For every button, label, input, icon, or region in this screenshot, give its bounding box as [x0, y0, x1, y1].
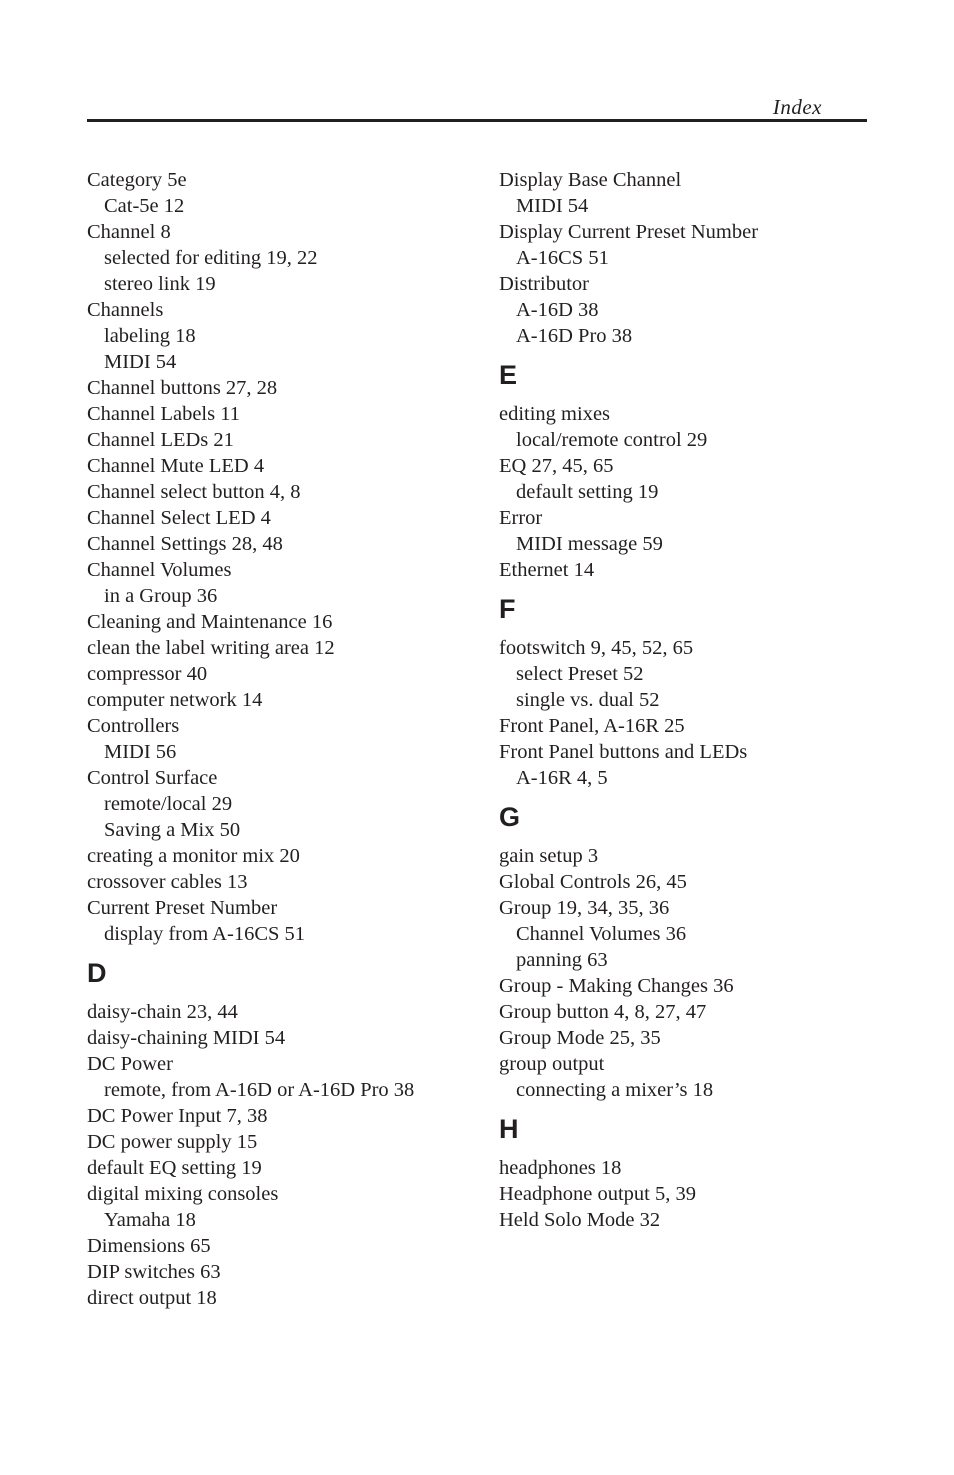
- index-subentry: remote, from A-16D or A-16D Pro 38: [104, 1079, 415, 1101]
- index-subentry: Cat-5e 12: [104, 195, 185, 217]
- index-section-continued: [87, 167, 487, 947]
- index-entry: Display Base Channel: [499, 169, 682, 191]
- index-subentry: single vs. dual 52: [516, 689, 660, 711]
- index-entry: Ethernet 14: [499, 559, 595, 581]
- index-subentry: default setting 19: [516, 481, 659, 503]
- index-subentry: in a Group 36: [104, 585, 218, 607]
- index-entry: Display Current Preset Number: [499, 221, 759, 243]
- index-subentry: selected for editing 19, 22: [104, 247, 318, 269]
- index-entry: Channel Labels 11: [87, 403, 240, 425]
- index-subentry: Yamaha 18: [104, 1209, 196, 1231]
- index-entry: clean the label writing area 12: [87, 637, 335, 659]
- index-entry: default EQ setting 19: [87, 1157, 262, 1179]
- index-subentry: Channel Volumes 36: [516, 923, 687, 945]
- index-subentry: MIDI 54: [104, 351, 177, 373]
- index-subentry: A-16D Pro 38: [516, 325, 633, 347]
- header-rule: [87, 119, 867, 122]
- index-entry: Category 5e: [87, 169, 187, 191]
- index-entry: compressor 40: [87, 663, 208, 685]
- index-entry: DC Power: [87, 1053, 173, 1075]
- index-subentry: display from A-16CS 51: [104, 923, 306, 945]
- index-entry: Channel Mute LED 4: [87, 455, 265, 477]
- index-entry: DC power supply 15: [87, 1131, 258, 1153]
- section-letter-heading: E: [499, 360, 518, 390]
- index-entry: DIP switches 63: [87, 1261, 221, 1283]
- index-entry: Channel Select LED 4: [87, 507, 271, 529]
- index-subentry: remote/local 29: [104, 793, 233, 815]
- index-entry: group output: [499, 1053, 605, 1075]
- index-column-right: [499, 167, 879, 1233]
- index-section-d: [87, 957, 487, 1311]
- running-header-title: Index: [772, 95, 822, 119]
- index-entry: headphones 18: [499, 1157, 622, 1179]
- index-entry: Channel select button 4, 8: [87, 481, 301, 503]
- section-letter-heading: H: [499, 1114, 519, 1144]
- index-subentry: A-16D 38: [516, 299, 599, 321]
- index-entry: Cleaning and Maintenance 16: [87, 611, 333, 633]
- index-entry: Channel Volumes: [87, 559, 232, 581]
- index-subentry: connecting a mixer’s 18: [516, 1079, 714, 1101]
- index-subentry: MIDI 56: [104, 741, 177, 763]
- index-entry: Global Controls 26, 45: [499, 871, 687, 893]
- index-subentry: Saving a Mix 50: [104, 819, 241, 841]
- index-entry: daisy-chaining MIDI 54: [87, 1027, 286, 1049]
- index-entry: editing mixes: [499, 403, 611, 425]
- index-subentry: MIDI message 59: [516, 533, 663, 555]
- index-entry: digital mixing consoles: [87, 1183, 279, 1205]
- index-subentry: select Preset 52: [516, 663, 644, 685]
- section-letter-heading: F: [499, 594, 516, 624]
- index-section-g: [499, 801, 879, 1103]
- index-entry: Held Solo Mode 32: [499, 1209, 661, 1231]
- index-subentry: local/remote control 29: [516, 429, 708, 451]
- index-entry: Current Preset Number: [87, 897, 278, 919]
- index-entry: Channel buttons 27, 28: [87, 377, 278, 399]
- index-subentry: labeling 18: [104, 325, 196, 347]
- index-entry: Controllers: [87, 715, 180, 737]
- index-section-e: [499, 359, 879, 583]
- index-column-left: [87, 167, 487, 1311]
- index-entry: Channel Settings 28, 48: [87, 533, 283, 555]
- index-entry: Group button 4, 8, 27, 47: [499, 1001, 707, 1023]
- index-entry: Channel LEDs 21: [87, 429, 234, 451]
- index-entry: EQ 27, 45, 65: [499, 455, 614, 477]
- index-entry: Distributor: [499, 273, 589, 295]
- index-subentry: A-16R 4, 5: [516, 767, 608, 789]
- index-subentry: MIDI 54: [516, 195, 589, 217]
- index-entry: gain setup 3: [499, 845, 599, 867]
- index-entry: Channel 8: [87, 221, 171, 243]
- index-entry: Channels: [87, 299, 164, 321]
- index-entry: Front Panel, A-16R 25: [499, 715, 685, 737]
- index-entry: Front Panel buttons and LEDs: [499, 741, 748, 763]
- index-entry: Control Surface: [87, 767, 218, 789]
- index-entry: Group 19, 34, 35, 36: [499, 897, 670, 919]
- index-section-continued: [499, 167, 879, 349]
- index-entry: Group Mode 25, 35: [499, 1027, 661, 1049]
- index-entry: Group - Making Changes 36: [499, 975, 734, 997]
- index-subentry: A-16CS 51: [516, 247, 609, 269]
- index-entry: Error: [499, 507, 543, 529]
- index-entry: Dimensions 65: [87, 1235, 211, 1257]
- index-entry: direct output 18: [87, 1287, 217, 1309]
- index-entry: DC Power Input 7, 38: [87, 1105, 268, 1127]
- index-entry: Headphone output 5, 39: [499, 1183, 696, 1205]
- section-letter-heading: D: [87, 958, 107, 988]
- index-section-h: [499, 1113, 879, 1233]
- index-section-f: [499, 593, 879, 791]
- index-entry: computer network 14: [87, 689, 263, 711]
- index-entry: creating a monitor mix 20: [87, 845, 300, 867]
- section-letter-heading: G: [499, 802, 521, 832]
- index-entry: footswitch 9, 45, 52, 65: [499, 637, 694, 659]
- index-subentry: panning 63: [516, 949, 608, 971]
- index-entry: daisy-chain 23, 44: [87, 1001, 238, 1023]
- index-entry: crossover cables 13: [87, 871, 248, 893]
- index-subentry: stereo link 19: [104, 273, 216, 295]
